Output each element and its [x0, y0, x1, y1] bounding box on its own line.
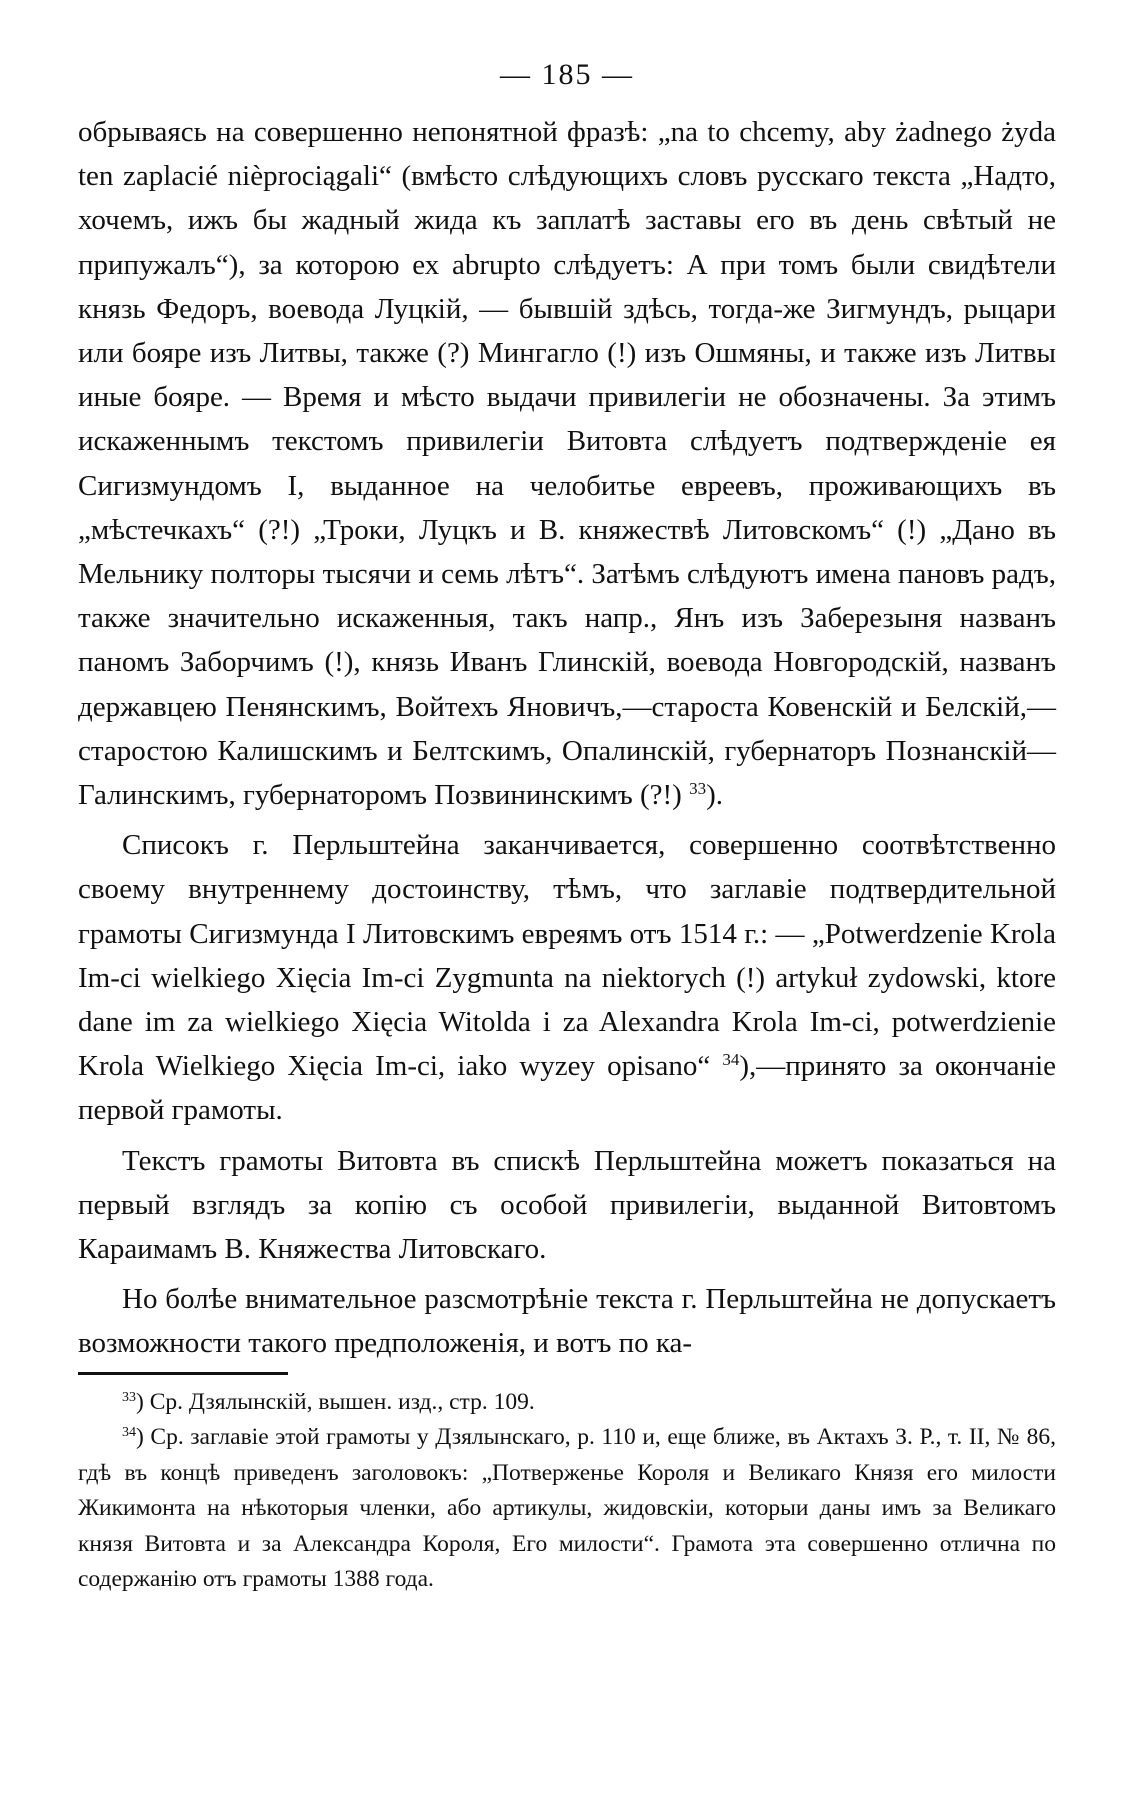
footnote-ref-33: 33 — [689, 779, 707, 799]
paragraph-2-tail: ),—принято за окончаніе первой грамоты. — [78, 1050, 1056, 1127]
paragraph-3: Текстъ грамоты Витовта въ спискѣ Перльштейна можетъ показаться на первый взглядъ за копію съ особой привилегіи, выданной Витовтомъ Караимамъ В. Княжества Литовскаго. — [78, 1144, 1056, 1266]
footnote-ref-34: 34 — [722, 1050, 740, 1070]
paragraph-1-text: обрываясь на совершенно непонятной фразѣ: „na to chcemy, aby żadnego żyda ten zaplacié nièprociągali“ (вмѣсто слѣдующихъ словъ русскаго текста „Надто, хочемъ, ижъ бы жадный жида къ заплатѣ заставы его въ день свѣтый не припужалъ“), за которою ех abrupto слѣдуетъ: А при томъ были свидѣтели князь Федоръ, воевода Луцкій, — бывшій здѣсь, тогда-же Зигмундъ, рыцари или бояре изъ Литвы, также (?) Мингагло (!) изъ Ошмяны, и также изъ Литвы иные бояре. — Время и мѣсто выдачи привилегіи не обозначены. За этимъ искаженнымъ текстомъ привилегіи Витовта слѣдуетъ подтвержденіе ея Сигизмундомъ I, выданное на челобитье евреевъ, проживающихъ въ „мѣстечкахъ“ (?!) „Троки, Луцкъ и В. княжествѣ Литовскомъ“ (!) „Дано въ Мельнику полторы тысячи и семь лѣтъ“. Затѣмъ слѣдуютъ имена пановъ радъ, также значительно искаженныя, такъ напр., Янъ изъ Заберезыня названъ паномъ Заборчимъ (!), князь Иванъ Глинскій, воевода Новгородскій, названъ державцею Пенянскимъ, Войтехъ Яновичъ,—староста Ковенскій и Белскій,—старостою Калишскимъ и Белтскимъ, Опалинскій, губернаторъ Познанскій—Галинскимъ, губернаторомъ Позвининскимъ (?!) — [78, 116, 1056, 812]
footnote-33-text: ) Ср. Дзялынскій, вышен. изд., стр. 109. — [136, 1388, 535, 1415]
paragraph-4: Но болѣе внимательное разсмотрѣніе текста г. Перльштейна не допускаетъ возможности такого предположенія, и вотъ по ка- — [78, 1283, 1056, 1360]
page-number: — 185 — — [500, 58, 634, 91]
paragraph-2 — [78, 823, 1056, 1132]
footnote-marker-34: 34 — [122, 1425, 136, 1441]
footnote-34-text: ) Ср. заглавіе этой грамоты у Дзялынскаго, р. 110 и, еще ближе, въ Актахъ З. Р., т. II, № 86, гдѣ въ концѣ приведенъ заголовокъ: „Потверженье Короля и Великаго Князя его милости Жикимонта на нѣкоторыя членки, або артикулы, жидовскіи, которыи даны имъ за Великаго князя Витовта и за Александра Короля, Его милости“. Грамота эта совершенно отлична по содержанію отъ грамоты 1388 года. — [78, 1424, 1056, 1593]
footnote-34 — [78, 1420, 1056, 1598]
paragraph-1-tail: . — [715, 779, 724, 812]
paragraph-2-text: Списокъ г. Перльштейна заканчивается, совершенно соотвѣтственно своему внутреннему достоинству, тѣмъ, что заглавіе подтвердительной грамоты Сигизмунда I Литовскимъ евреямъ отъ 1514 г.: — „Potwerdzenie Krola Im-ci wielkiego Xięcia Im-ci Zygmunta na niektorych (!) artykuł zydowski, ktore dane im za wielkiego Xięcia Witolda i za Alexandra Krola Im-ci, potwerdzienie Krola Wielkiego Xięcia Im-ci, iako wyzey opisano“ — [78, 829, 1056, 1083]
footnote-33 — [78, 1385, 1056, 1421]
paragraph-1: обрываясь на совершенно непонятной фразѣ: „na to chcemy, aby żadnego żyda ten zaplacié nièprociągali“ (вмѣсто слѣдующихъ словъ русскаго текста „Надто, хочемъ, ижъ бы жадный жида къ заплатѣ заставы его въ день свѣтый не припужалъ“), за которою ех abrupto слѣдуетъ: А при томъ были свидѣтели князь Федоръ, воевода Луцкій, — бывшій здѣсь, тогда-же Зигмундъ, рыцари или бояре изъ Литвы, также (?) Мингагло (!) изъ Ошмяны, и также изъ Литвы иные бояре. — Время и мѣсто выдачи привилегіи не обозначены. За этимъ искаженнымъ текстомъ привилегіи Витовта слѣдуетъ подтвержденіе ея Сигизмундомъ I, выданное на челобитье евреевъ, проживающихъ въ „мѣстечкахъ“ (?!) „Троки, Луцкъ и В. княжествѣ Литовскомъ“ (!) „Дано въ Мельнику полторы тысячи и семь лѣтъ“. Затѣмъ слѣдуютъ имена пановъ радъ, также значительно искаженныя, такъ напр., Янъ изъ Заберезыня названъ паномъ Заборчимъ (!), князь Иванъ Глинскій, воевода Новгородскій, названъ державцею Пенянскимъ, Войтехъ Яновичъ,—староста Ковенскій и Белскій,—старостою Калишскимъ и Белтскимъ, Опалинскій, губернаторъ Познанскій—Галинскимъ, губернаторомъ Позвининскимъ (?!) $^{33}$). — [78, 116, 1056, 812]
footnotes — [78, 1385, 1056, 1598]
footnote-marker-33: 33 — [122, 1389, 136, 1405]
body-text — [78, 110, 1056, 1366]
footnote-divider — [78, 1372, 288, 1375]
